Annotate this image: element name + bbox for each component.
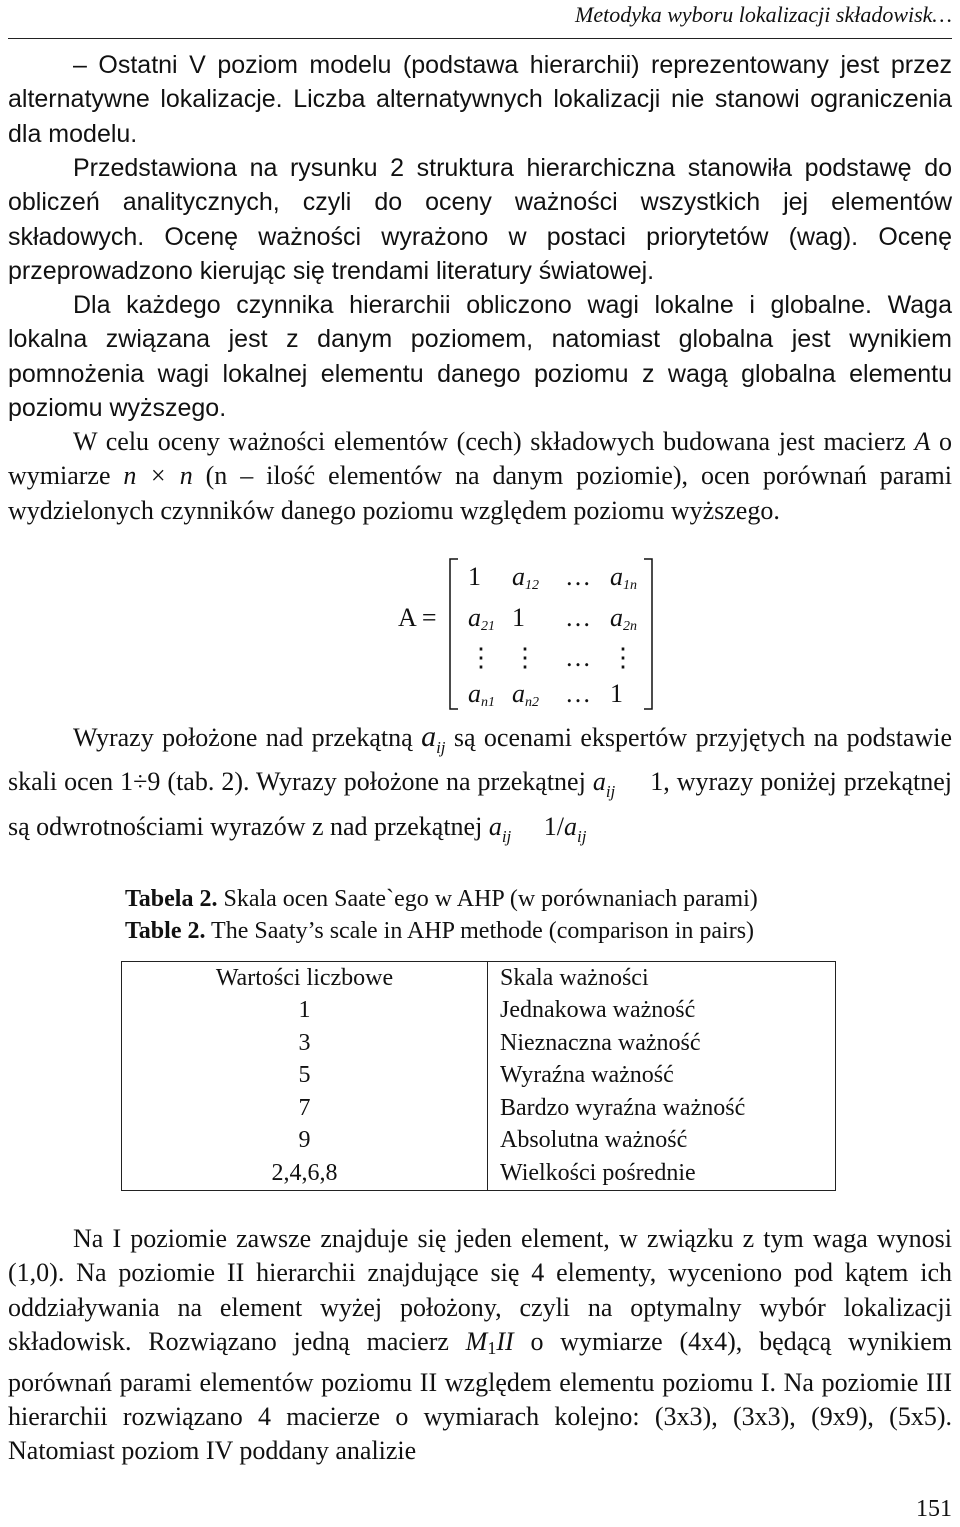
value-cell: 3 — [122, 1027, 488, 1060]
matrix-symbol: M — [465, 1327, 488, 1357]
table-caption-en — [125, 914, 754, 948]
paragraph-level-v: – Ostatni V poziom modelu (podstawa hierarchii) reprezentowany jest przez alternatywne lokalizacje. Liczba alternatywnych lokalizacji nie stanowi ograniczenia dla modelu. — [8, 51, 952, 148]
scale-cell: Absolutna ważność — [488, 1125, 836, 1158]
matrix-cell: $a_{2n}$ — [610, 603, 637, 634]
matrix-symbol: A — [914, 427, 931, 456]
table-row — [122, 1092, 836, 1125]
matrix-cell: $a_{12}$ — [512, 562, 539, 593]
aij-symbol: a — [592, 767, 606, 797]
aij-subscript: ij — [501, 826, 512, 846]
matrix-cell: 1 — [610, 679, 623, 708]
dimension-expr: n × n — [123, 461, 193, 491]
text-run: Na I poziomie zawsze znajduje się jeden element, w związku z tym waga wynosi (1,0). Na poziomie II hierarchii znajdujące się 4 elementy, wyceniono pod kątem ich oddziaływania na element wyżej położony, czyli na optymalny wybór lokalizacji składowisk. Rozwiązano jedną macierz — [8, 1224, 952, 1357]
aij-subscript: ij — [605, 782, 616, 802]
text-run: (n – ilość elementów na danym poziomie), ocen porównań parami wydzielonych czynników danego poziomu względem poziomu wyższego. — [8, 461, 952, 525]
table-row — [122, 995, 836, 1028]
table-caption-pl — [125, 882, 758, 916]
table-row — [122, 1157, 836, 1190]
paragraph-levels — [8, 1222, 952, 1469]
matrix-cell: … — [565, 603, 591, 632]
matrix-cell: … — [565, 643, 591, 672]
scale-cell: Wielkości pośrednie — [488, 1157, 836, 1190]
running-header: Metodyka wyboru lokalizacji składowisk… — [575, 2, 952, 27]
saaty-scale-table — [121, 961, 836, 1191]
matrix-cell: … — [565, 562, 591, 591]
scale-cell: Nieznaczna ważność — [488, 1027, 836, 1060]
text-run: W celu oceny ważności elementów (cech) składowych budowana jest macierz — [73, 427, 915, 456]
caption-label: Tabela 2. — [125, 886, 218, 912]
text-run: są ocenami ekspertów przyjętych na podstawie skali ocen 1÷9 (tab. 2). Wyrazy położone na przekątnej — [8, 723, 952, 797]
matrix-cell: … — [565, 679, 591, 708]
text-run: Wyrazy położone nad przekątną — [73, 723, 422, 752]
table-row — [122, 1027, 836, 1060]
value-cell: 1 — [122, 995, 488, 1028]
matrix-cell: $a_{21}$ — [468, 603, 495, 634]
paragraph-matrix-intro — [8, 425, 952, 528]
text-run: 1, wyrazy poniżej przekątnej są odwrotnościami wyrazów z nad przekątnej — [8, 767, 952, 841]
text-run: 1/ — [543, 811, 565, 841]
caption-label: Table 2. — [125, 918, 206, 944]
value-cell: Wartości liczbowe — [122, 962, 488, 995]
value-cell: 7 — [122, 1092, 488, 1125]
matrix-cell: ⋮ — [610, 643, 636, 672]
text-run: o wymiarze — [8, 427, 953, 491]
matrix-cell: $a_{n1}$ — [468, 679, 495, 710]
aij-subscript: ij — [436, 738, 446, 757]
caption-text: The Saaty’s scale in AHP methode (comparison in pairs) — [205, 918, 755, 944]
matrix-cell: ⋮ — [468, 643, 494, 672]
page-number: 151 — [916, 1496, 952, 1522]
aij-symbol: a — [488, 811, 502, 841]
paragraph-weights: Dla każdego czynnika hierarchii obliczono wagi lokalne i globalne. Waga lokalna związana jest z danym poziomem, natomiast globalna jest wynikiem pomnożenia wagi lokalnej elementu danego poziomu z wagą globalna elementu poziomu wyższego. — [8, 291, 952, 423]
aij-symbol: a — [564, 811, 578, 841]
table-header-row — [122, 962, 836, 995]
scale-cell: Skala ważności — [488, 962, 836, 995]
aij-symbol: a — [421, 720, 437, 753]
scale-cell: Jednakowa ważność — [488, 995, 836, 1028]
matrix-cell: 1 — [468, 562, 481, 591]
aij-subscript: ij — [577, 826, 587, 846]
table-row — [122, 1060, 836, 1093]
header-rule — [8, 38, 952, 39]
paragraph-aij — [8, 720, 952, 854]
matrix-cell: $a_{1n}$ — [610, 562, 637, 593]
matrix-symbol-tail: II — [496, 1327, 514, 1357]
scale-cell: Bardzo wyraźna ważność — [488, 1092, 836, 1125]
table-row — [122, 1125, 836, 1158]
value-cell: 5 — [122, 1060, 488, 1093]
matrix-cell: 1 — [512, 603, 525, 632]
matrix-cell: $a_{n2}$ — [512, 679, 539, 710]
matrix-subscript: 1 — [487, 1338, 497, 1359]
value-cell: 2,4,6,8 — [122, 1157, 488, 1190]
matrix-cell: ⋮ — [512, 643, 538, 672]
scale-cell: Wyraźna ważność — [488, 1060, 836, 1093]
matrix-label: A = — [398, 603, 437, 632]
paragraph-structure: Przedstawiona na rysunku 2 struktura hierarchiczna stanowiła podstawę do obliczeń analitycznych, czyli do oceny ważności wszystkich jej elementów składowych. Ocenę ważności wyrażono w postaci priorytetów (wag). Ocenę przeprowadzono kierując się trendami literatury światowej. — [8, 154, 952, 286]
value-cell: 9 — [122, 1125, 488, 1158]
text-run: o wymiarze (4x4), będącą wynikiem porównań parami elementów poziomu II względem elementu poziomu I. Na poziomie III hierarchii rozwiązano 4 macierze o wymiarach kolejno: (3x3), (3x3), (9x9), (5x5). Natomiast poziom IV poddany analizie — [8, 1327, 953, 1466]
caption-text: Skala ocen Saate`ego w AHP (w porównaniach parami) — [217, 886, 758, 912]
